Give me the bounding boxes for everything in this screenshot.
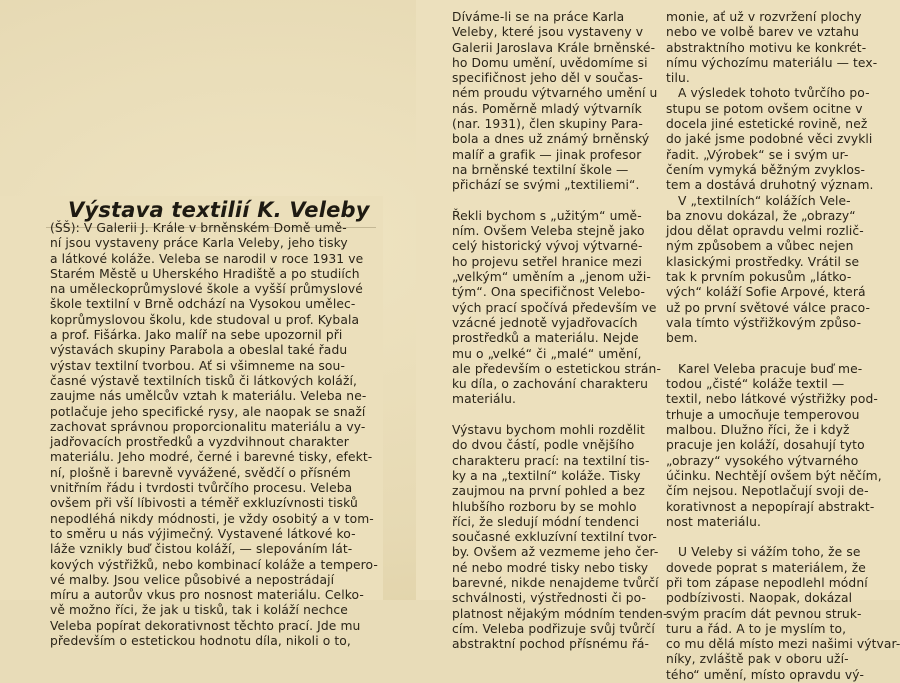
text-line: materiálu. [452,392,517,407]
text-line: malíř a grafik — jinak profesor [452,147,642,162]
text-line: svým pracím dát pevnou struk- [666,606,862,621]
text-line: zaujmou na první pohled a bez [452,484,645,499]
text-line: do jaké jsme podobné věci zvykli [666,132,873,147]
text-line: malbou. Dlužno říci, že i když [666,423,850,438]
text-line: A výsledek tohoto tvůrčího po- [666,86,870,101]
text-line: hlubšího rozboru by se mohlo [452,499,637,514]
text-line: vnitřním řádu i tvrdosti tvůrčího procesu. Veleba [50,481,353,496]
text-line: ale především o estetickou strán- [452,361,661,376]
text-line: zachovat správnou proporcionalitu materiálu a vy- [50,419,366,434]
text-line: co mu dělá místo mezi našimi výtvar- [666,637,900,652]
text-line: Řekli bychom s „užitým“ umě- [452,208,642,223]
middle-column [452,10,668,652]
text-line: stupu se potom ovšem ocitne v [666,101,863,116]
text-line: schválnosti, výstřednosti či po- [452,591,647,606]
text-line: láže vznikly buď čistou koláží, — slepováním lát- [50,542,353,557]
text-line [452,408,660,423]
text-line: vých prací spočívá především ve [452,300,657,315]
text-line: časné výstavě textilních tisků či látkových koláží, [50,373,358,388]
text-line: mu o „velké“ či „malé“ umění, [452,346,642,361]
text-line: tem a dostává druhotný význam. [666,178,874,193]
text-line: korativnost a nepopírají abstrakt- [666,499,875,514]
text-line: bola a dnes už známý brněnský [452,132,650,147]
text-line: (nar. 1931), člen skupiny Para- [452,117,643,132]
text-line: už po první světové válce praco- [666,300,871,315]
text-line: především o estetickou hodnotu díla, nikoli o to, [50,634,351,649]
text-line: tého“ umění, místo opravdu vý- [666,667,864,682]
text-line: zaujme nás umělcův vztah k materiálu. Veleba ne- [50,389,367,404]
text-line [666,347,896,362]
text-line: abstraktního motivu ke konkrét- [666,40,867,55]
text-line: koprůmyslovou školu, kde studoval u prof. Kybala [50,312,360,327]
text-line: Veleby, které jsou vystaveny v [452,25,644,40]
text-line: Starém Městě u Uherského Hradiště a po studiích [50,266,360,281]
text-line: Veleba popírat dekorativnost těchto prací. Jde mu [50,618,361,633]
text-line: trhuje a umocňuje temperovou [666,407,860,422]
text-line: „velkým“ uměním a „jenom uži- [452,270,651,285]
text-line: současné exkluzívní textilní tvor- [452,530,657,545]
text-line: platnost nějakým módním tenden- [452,606,668,621]
text-line: pracuje jen koláží, dosahují tyto [666,438,865,453]
text-line: abstraktní pochod přísnému řá- [452,637,650,652]
text-line: todou „čisté“ koláže textil — [666,377,845,392]
text-line: tak k prvním pokusům „látko- [666,270,852,285]
text-line: jdou dělat opravdu velmi rozlič- [666,224,864,239]
text-line: prostředků a materiálu. Nejde [452,331,639,346]
text-line: výstav textilní tvorbou. Ať si všimneme na sou- [50,358,345,373]
text-line: Díváme-li se na práce Karla [452,10,625,24]
text-line: jadřovacích prostředků a vyzdvihnout charakter [50,435,349,450]
text-line: čím nejsou. Nepotlačují svoji de- [666,484,869,499]
text-line: textil, nebo látkové výstřižky pod- [666,392,878,407]
text-line: ní, plošně i barevně vyvážené, svědčí o přísném [50,465,351,480]
text-line: ku díla, o zachování charakteru [452,377,649,392]
text-line: celý historický vývoj výtvarné- [452,239,643,254]
text-line: vé malby. Jsou velice působivé a nepostrádají [50,572,335,587]
text-line: Karel Veleba pracuje buď me- [666,361,863,376]
text-line: vých“ koláží Sofie Arpové, která [666,285,866,300]
text-line: barevné, nikde nenajdeme tvůrčí [452,575,659,590]
text-line: při tom zápase nepodlehl módní [666,575,868,590]
text-line: na uměleckoprůmyslové škole a vyšší průmyslové [50,282,363,297]
text-line: charakteru prací: na textilní tis- [452,453,650,468]
text-line: říci, že sledují módní tendenci [452,514,640,529]
text-line: ovšem při vší líbivosti a téměř exkluzívnosti tisků [50,496,358,511]
text-line: škole textilní v Brně odchází na Vysokou umělec- [50,297,356,312]
text-line: U Veleby si vážím toho, že se [666,545,861,560]
left-column [50,221,380,649]
text-line: míru a autorův vkus pro nosnost materiálu. Celko- [50,588,364,603]
text-line: níky, zvláště pak v oboru uží- [666,652,849,667]
text-line: nebo ve volbě barev ve vztahu [666,25,860,40]
text-line: a látkové koláže. Veleba se narodil v roce 1931 ve [50,251,364,266]
text-line: vzácné jednotě vyjadřovacích [452,315,638,330]
text-line: ho projevu setřel hranice mezi [452,254,643,269]
text-line: „obrazy“ vysokého výtvarného [666,453,859,468]
text-line: V „textilních“ kolážích Vele- [666,193,851,208]
text-line: řadit. „Výrobek“ se i svým ur- [666,147,849,162]
text-line: ném proudu výtvarného umění u [452,86,658,101]
text-line: materiálu. Jeho modré, černé i barevné tisky, efekt- [50,450,373,465]
text-line: ným způsobem a vůbec nejen [666,239,854,254]
text-line: (ŠŠ): V Galerii J. Krále v brněnském Domě umě- [50,221,347,235]
text-line: dovede poprat s materiálem, že [666,560,866,575]
text-line: Galerii Jaroslava Krále brněnské- [452,40,656,55]
text-line: do dvou částí, podle vnějšího [452,438,635,453]
text-line: tilu. [666,71,690,86]
text-line: vě možno říci, že jak u tisků, tak i koláží nechce [50,603,348,618]
text-line: ky a na „textilní“ koláže. Tisky [452,468,641,483]
text-line: na brněnské textilní škole — [452,162,629,177]
text-line: klasickými prostředky. Vrátil se [666,254,860,269]
text-line: Výstavu bychom mohli rozdělit [452,423,645,438]
text-line: kových výstřižků, nebo kombinací koláže a tempero- [50,557,378,572]
text-line: výstavách skupiny Parabola a obeslal také řadu [50,343,348,358]
text-line: specifičnost jeho děl v součas- [452,71,643,86]
text-line: to směru u nás výjimečný. Vystavené látkové ko- [50,526,356,541]
text-line: nepodléhá nikdy módnosti, je vždy osobitý a v tom- [50,511,374,526]
text-line: a prof. Fišárka. Jako malíř na sebe upozornil při [50,328,343,343]
text-line: nímu výchozímu materiálu — tex- [666,55,878,70]
text-line: nás. Poměrně mladý výtvarník [452,101,642,116]
text-line: ho Domu umění, uvědomíme si [452,55,648,70]
text-line: čením vymyká běžným zvyklos- [666,162,866,177]
text-line: by. Ovšem až vezmeme jeho čer- [452,545,659,560]
text-line: účinku. Nechtějí ovšem být něčím, [666,468,882,483]
text-line: né nebo modré tisky nebo tisky [452,560,649,575]
right-column [666,10,900,683]
text-line: podbízivosti. Naopak, dokázal [666,591,853,606]
article-headline: Výstava textilií K. Veleby [68,198,370,222]
text-line: docela jiné estetické rovině, než [666,117,868,132]
text-line: monie, ať už v rozvržení plochy [666,10,862,24]
text-line: ním. Ovšem Veleba stejně jako [452,224,645,239]
text-line: přichází se svými „textiliemi“. [452,178,640,193]
text-line: turu a řád. A to je myslím to, [666,621,847,636]
text-line: tým“. Ona specifičnost Velebo- [452,285,646,300]
text-line: vala tímto výstřižkovým způso- [666,315,862,330]
text-line: bem. [666,331,698,346]
text-line [452,194,660,209]
text-line: cím. Veleba podřizuje svůj tvůrčí [452,621,655,636]
text-line: nost materiálu. [666,514,761,529]
text-line: potlačuje jeho specifické rysy, ale naopak se snaží [50,404,366,419]
text-line: ba znovu dokázal, že „obrazy“ [666,208,856,223]
text-line: ní jsou vystaveny práce Karla Veleby, jeho tisky [50,236,348,251]
text-line [666,530,896,545]
